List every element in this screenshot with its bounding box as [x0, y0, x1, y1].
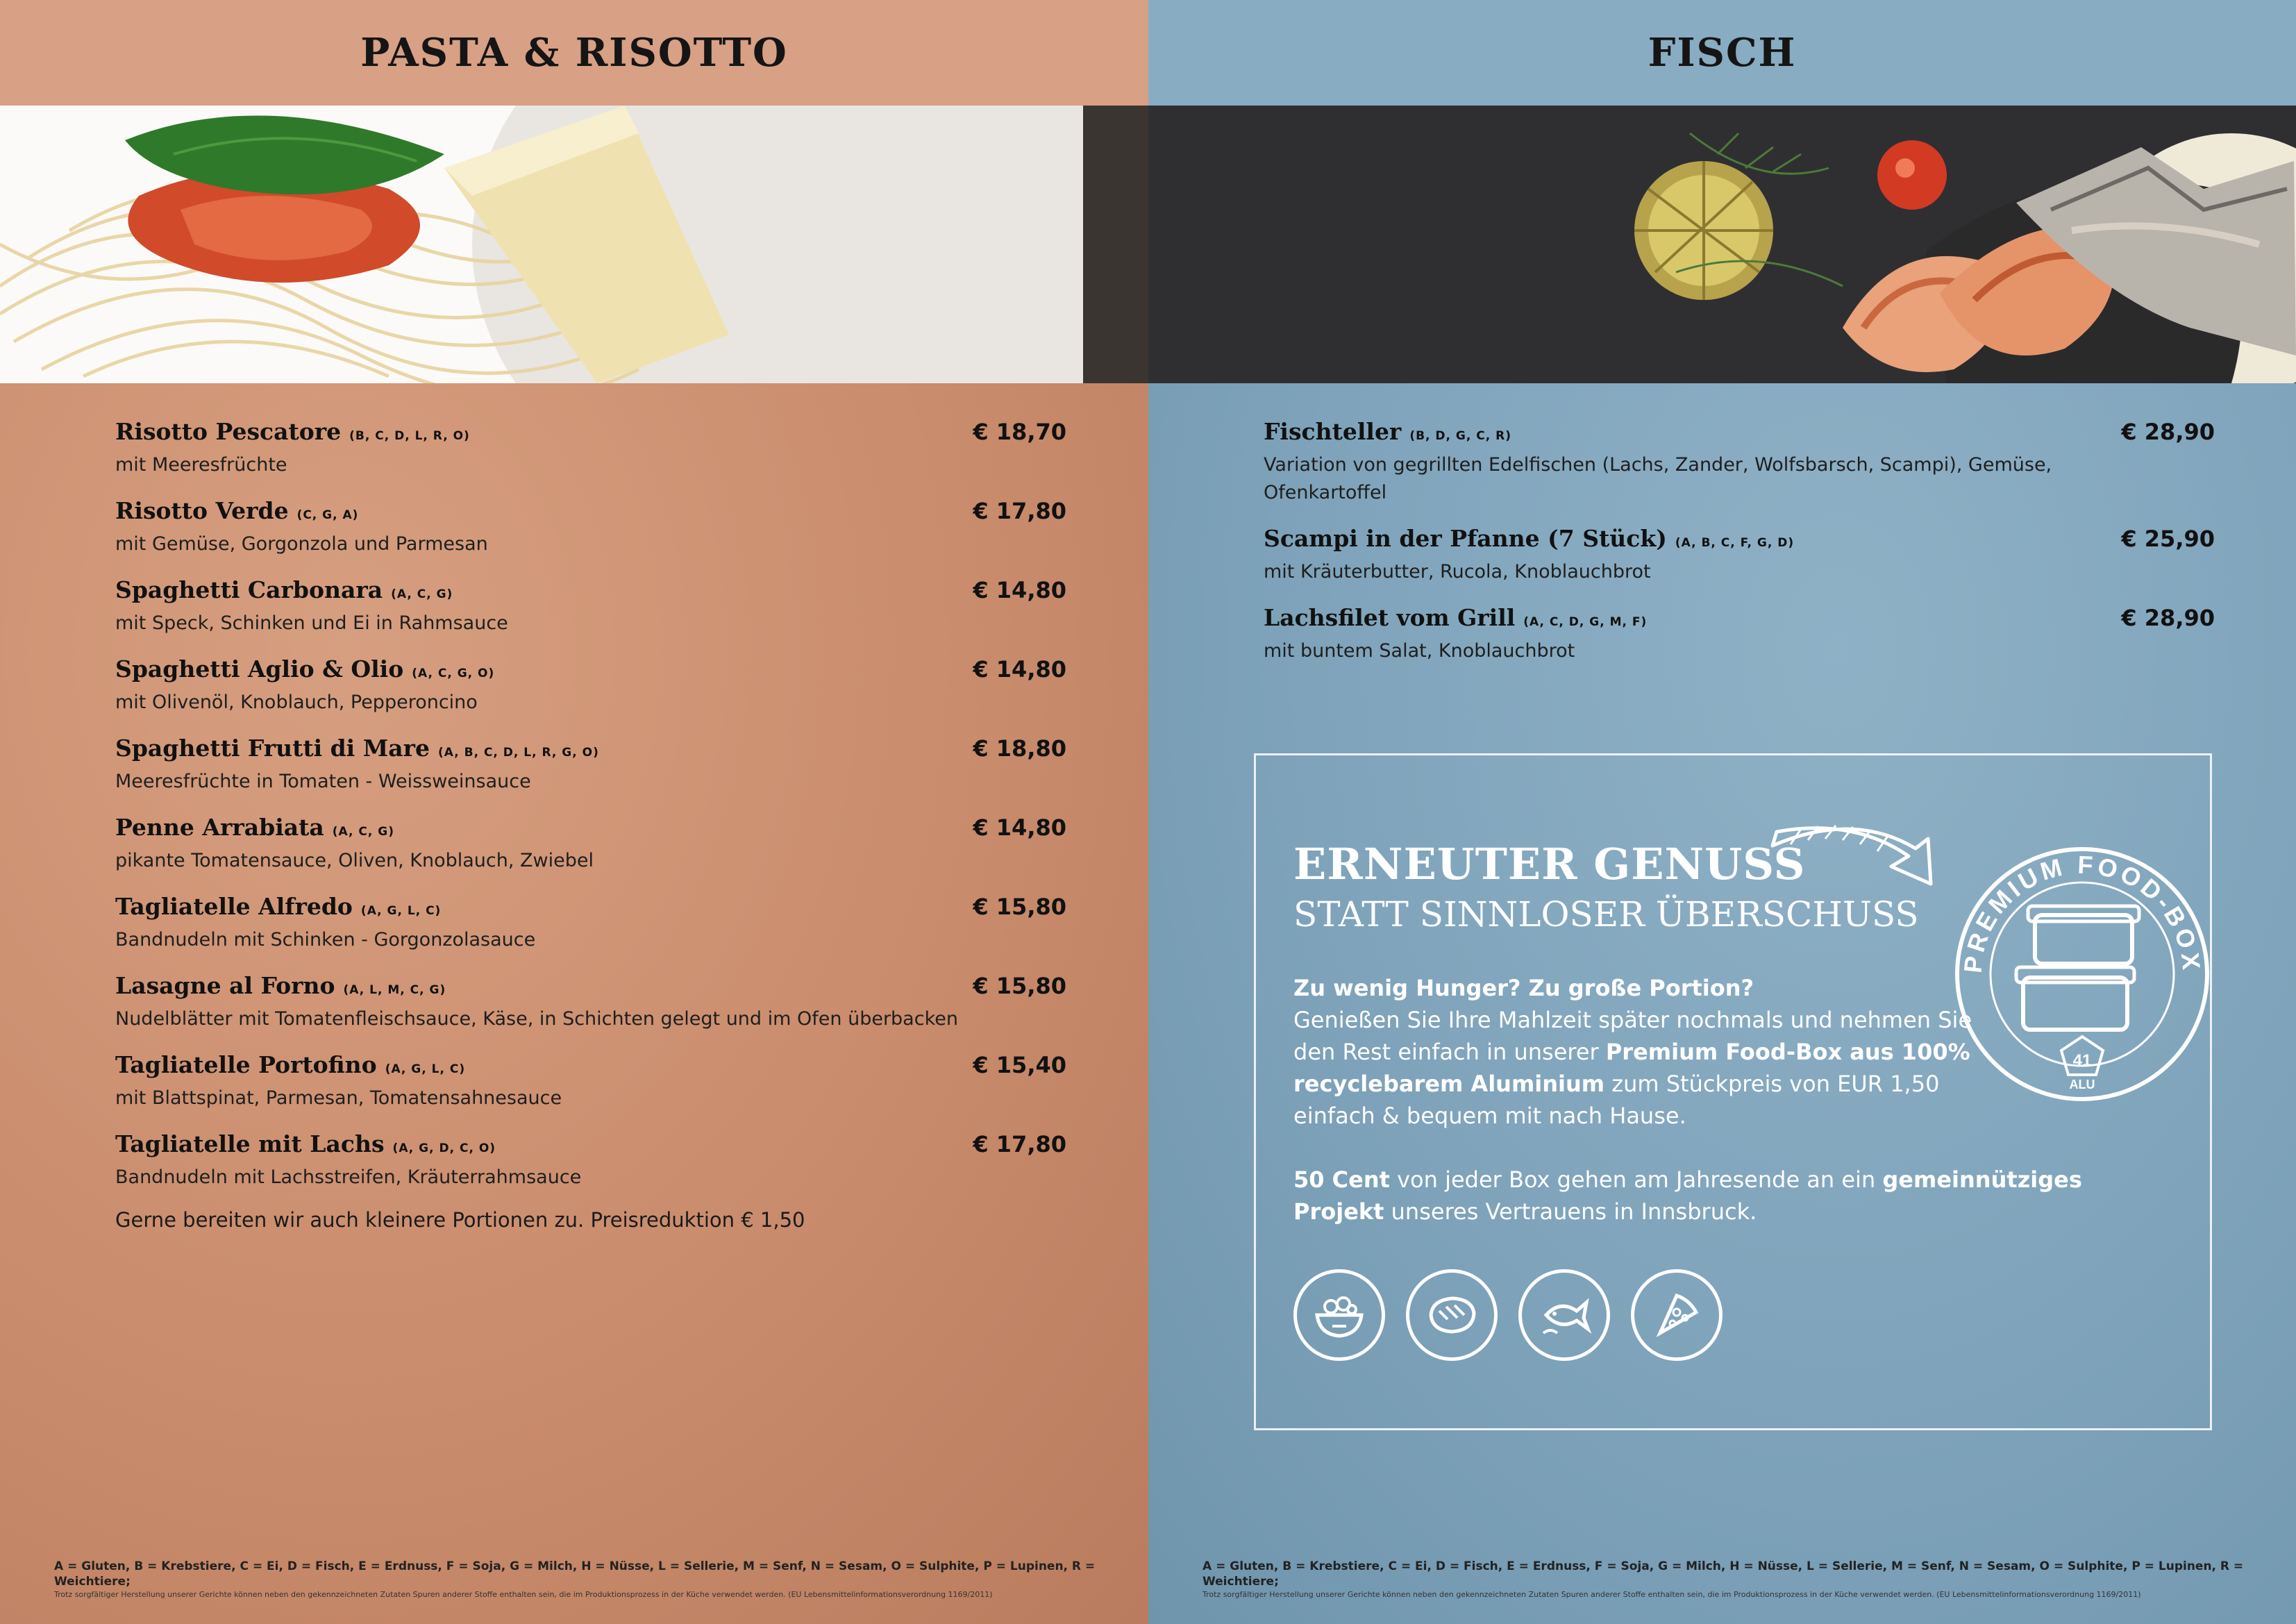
fisch-page [1148, 0, 2296, 1624]
portion-note: Gerne bereiten wir auch kleinere Portionen zu. Preisreduktion € 1,50 [115, 1208, 805, 1232]
dish-name: Penne Arrabiata [115, 814, 324, 841]
dish-price: € 15,40 [973, 1052, 1066, 1078]
pasta-menu-list [115, 417, 1066, 1232]
fish-plate-photo [1148, 106, 2296, 383]
allergen-codes: (A, B, C, F, G, D) [1675, 536, 1795, 550]
foodbox-info-box [1254, 753, 2212, 1430]
pasta-section-title: PASTA & RISOTTO [360, 30, 788, 76]
dish-price: € 14,80 [973, 656, 1066, 683]
allergen-legend-disclaimer: Trotz sorgfältiger Herstellung unserer Gerichte können neben den gekennzeichneten Zutaten Spuren anderer Stoffe enthalten sein, die im Produktionsprozess in der Küche verwendet werden. (EU Lebensmittelinformationsverordnung 1169/2011) [54, 1590, 993, 1599]
foodbox-title: ERNEUTER GENUSS [1293, 839, 1806, 889]
menu-item [1264, 603, 2215, 665]
allergen-codes: (A, C, G) [332, 825, 394, 839]
foodbox-subtitle: STATT SINNLOSER ÜBERSCHUSS [1293, 894, 1919, 935]
allergen-codes: (A, G, L, C) [385, 1062, 466, 1076]
svg-text:PREMIUM FOOD-BOX [1958, 851, 2206, 975]
badge-number: 41 [2072, 1051, 2092, 1070]
food-category-icons [1293, 1269, 1723, 1361]
allergen-legend [1203, 1559, 2244, 1600]
allergen-legend [54, 1559, 1096, 1600]
fisch-section-title: FISCH [1648, 30, 1797, 76]
dish-price: € 18,80 [973, 735, 1066, 762]
menu-item [115, 417, 1066, 479]
foodbox-para-2: 50 Cent von jeder Box gehen am Jahresende an ein gemeinnütziges Projekt unseres Vertrauens in Innsbruck. [1293, 1166, 2082, 1225]
fish-icon [1518, 1269, 1610, 1361]
steak-icon [1406, 1269, 1498, 1361]
dish-description: mit Speck, Schinken und Ei in Rahmsauce [115, 612, 508, 634]
dish-price: € 15,80 [973, 973, 1066, 999]
badge-text: PREMIUM FOOD-BOX [1958, 850, 2206, 975]
foodbox-para-1: Zu wenig Hunger? Zu große Portion? Genießen Sie Ihre Mahlzeit später nochmals und nehmen Sie den Rest einfach in unserer Premium Food-Box aus 100% recyclebarem Aluminium zum Stückpreis von EUR 1,50 einfach & bequem mit nach Hause. [1293, 975, 1972, 1129]
curved-arrow-icon [1770, 818, 1936, 897]
dish-description: Nudelblätter mit Tomatenfleischsauce, Käse, in Schichten gelegt und im Ofen überbacken [115, 1008, 958, 1030]
dish-price: € 17,80 [973, 498, 1066, 524]
dish-description: Variation von gegrillten Edelfischen (Lachs, Zander, Wolfsbarsch, Scampi), Gemüse, Ofenkartoffel [1264, 454, 2052, 503]
dish-name: Scampi in der Pfanne (7 Stück) [1264, 525, 1667, 552]
pasta-photo [0, 106, 1148, 383]
dish-description: Bandnudeln mit Schinken - Gorgonzolasauce [115, 929, 536, 951]
allergen-legend-codes: A = Gluten, B = Krebstiere, C = Ei, D = Fisch, E = Erdnuss, F = Soja, G = Milch, H = Nüsse, L = Sellerie, M = Senf, N = Sesam, O = Sulphite, P = Lupinen, R = Weichtiere; [54, 1559, 1096, 1589]
dish-name: Lasagne al Forno [115, 972, 335, 999]
dish-description: mit Blattspinat, Parmesan, Tomatensahnesauce [115, 1087, 562, 1109]
premium-food-box-badge [1950, 842, 2214, 1109]
dish-description: mit buntem Salat, Knoblauchbrot [1264, 640, 1575, 662]
dish-name: Spaghetti Aglio & Olio [115, 655, 404, 683]
menu-item [115, 575, 1066, 637]
menu-item [115, 1050, 1066, 1112]
menu-item [115, 971, 1066, 1033]
allergen-codes: (B, C, D, L, R, O) [349, 429, 470, 443]
allergen-legend-codes: A = Gluten, B = Krebstiere, C = Ei, D = Fisch, E = Erdnuss, F = Soja, G = Milch, H = Nüsse, L = Sellerie, M = Senf, N = Sesam, O = Sulphite, P = Lupinen, R = Weichtiere; [1203, 1559, 2244, 1589]
allergen-codes: (A, C, G) [391, 587, 453, 601]
dish-name: Spaghetti Frutti di Mare [115, 735, 430, 762]
allergen-codes: (A, G, D, C, O) [392, 1141, 496, 1155]
menu-item [115, 891, 1066, 954]
menu-item [115, 812, 1066, 875]
dish-price: € 15,80 [973, 894, 1066, 920]
menu-item [1264, 417, 2215, 507]
badge-material: ALU [2069, 1078, 2095, 1091]
allergen-codes: (C, G, A) [296, 508, 359, 522]
dish-name: Risotto Verde [115, 497, 289, 524]
food-box-stamp-icon [1950, 842, 2214, 1106]
allergen-legend-disclaimer: Trotz sorgfältiger Herstellung unserer Gerichte können neben den gekennzeichneten Zutaten Spuren anderer Stoffe enthalten sein, die im Produktionsprozess in der Küche verwendet werden. (EU Lebensmittelinformationsverordnung 1169/2011) [1203, 1590, 2141, 1599]
dish-description: pikante Tomatensauce, Oliven, Knoblauch, Zwiebel [115, 850, 594, 871]
dish-name: Tagliatelle mit Lachs [115, 1130, 385, 1157]
fisch-header [1148, 0, 2296, 106]
dish-description: mit Gemüse, Gorgonzola und Parmesan [115, 533, 488, 555]
dish-description: Meeresfrüchte in Tomaten - Weissweinsauce [115, 771, 531, 792]
allergen-codes: (A, G, L, C) [360, 904, 442, 918]
dish-description: mit Olivenöl, Knoblauch, Pepperoncino [115, 692, 478, 713]
allergen-codes: (A, L, M, C, G) [343, 983, 446, 997]
dish-name: Tagliatelle Portofino [115, 1051, 377, 1078]
dish-price: € 28,90 [2121, 605, 2215, 631]
fisch-menu-list [1264, 417, 2215, 682]
dish-name: Tagliatelle Alfredo [115, 893, 353, 920]
dish-price: € 25,90 [2121, 526, 2215, 552]
dish-description: mit Meeresfrüchte [115, 454, 287, 476]
dish-price: € 28,90 [2121, 419, 2215, 445]
dish-price: € 18,70 [973, 419, 1066, 445]
allergen-codes: (A, C, G, O) [412, 667, 495, 680]
pasta-header [0, 0, 1148, 106]
menu-item [1264, 524, 2215, 586]
dish-name: Fischteller [1264, 418, 1402, 445]
menu-item [115, 733, 1066, 796]
dish-name: Risotto Pescatore [115, 418, 342, 445]
allergen-codes: (A, B, C, D, L, R, G, O) [438, 746, 599, 760]
menu-item [115, 654, 1066, 717]
foodbox-question: Zu wenig Hunger? Zu große Portion? [1293, 975, 1754, 1001]
salad-bowl-icon [1293, 1269, 1385, 1361]
menu-item [115, 1129, 1066, 1191]
dish-description: Bandnudeln mit Lachsstreifen, Kräuterrahmsauce [115, 1166, 582, 1188]
dish-price: € 17,80 [973, 1131, 1066, 1157]
dish-description: mit Kräuterbutter, Rucola, Knoblauchbrot [1264, 561, 1651, 583]
allergen-codes: (A, C, D, G, M, F) [1523, 615, 1648, 629]
menu-item [115, 496, 1066, 558]
pizza-slice-icon [1631, 1269, 1723, 1361]
allergen-codes: (B, D, G, C, R) [1409, 429, 1511, 443]
dish-price: € 14,80 [973, 814, 1066, 841]
dish-name: Lachsfilet vom Grill [1264, 604, 1516, 631]
dish-name: Spaghetti Carbonara [115, 576, 383, 603]
dish-price: € 14,80 [973, 577, 1066, 603]
